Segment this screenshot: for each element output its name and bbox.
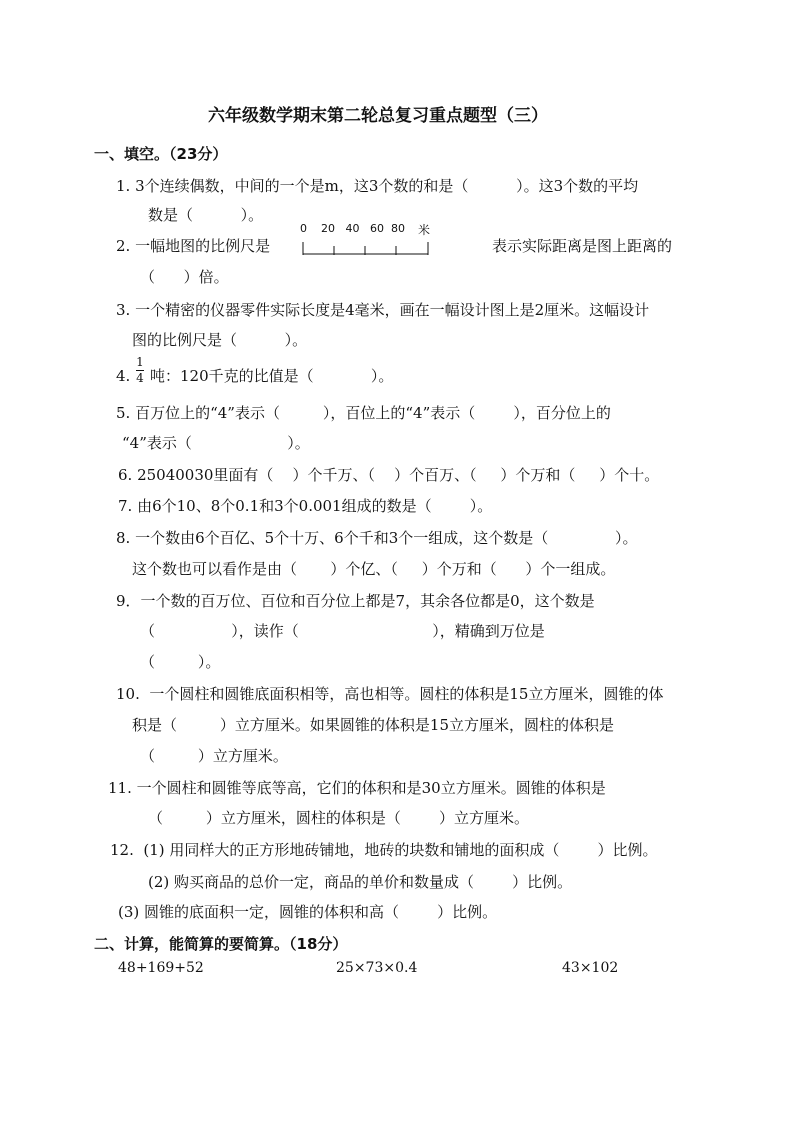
q4-line: 吨：120千克的比值是（ ）。 bbox=[150, 367, 394, 385]
scale-ruler-icon bbox=[300, 222, 440, 258]
q8-line-2: 这个数也可以看作是由（ ）个亿、（ ）个万和（ ）个一组成。 bbox=[132, 560, 616, 578]
scale-unit: 米 bbox=[418, 223, 431, 237]
q5-line-2: “4”表示（ ）。 bbox=[122, 434, 310, 452]
q1-line-2: 数是（ ）。 bbox=[148, 206, 264, 224]
fraction-denominator: 4 bbox=[136, 371, 144, 385]
q9-line-2: （ ），读作（ ），精确到万位是 bbox=[140, 622, 545, 640]
q5-line-1: 5. 百万位上的“4”表示（ ），百位上的“4”表示（ ），百分位上的 bbox=[116, 404, 611, 422]
calc-expression-3: 43×102 bbox=[562, 960, 619, 976]
calc-expression-2: 25×73×0.4 bbox=[336, 960, 418, 976]
page-title: 六年级数学期末第二轮总复习重点题型（三） bbox=[208, 106, 548, 126]
q10-line-3: （ ）立方厘米。 bbox=[140, 747, 288, 765]
fraction-numerator: 1 bbox=[136, 355, 144, 369]
q9-line-3: （ ）。 bbox=[140, 653, 221, 671]
q1-line-1: 1. 3个连续偶数，中间的一个是m，这3个数的和是（ ）。这3个数的平均 bbox=[116, 177, 639, 195]
q10-line-2: 积是（ ）立方厘米。如果圆锥的体积是15立方厘米，圆柱的体积是 bbox=[132, 716, 615, 734]
q3-line-1: 3. 一个精密的仪器零件实际长度是4毫米，画在一幅设计图上是2厘米。这幅设计 bbox=[116, 301, 650, 319]
q8-line-1: 8. 一个数由6个百亿、5个十万、6个千和3个一组成，这个数是（ ）。 bbox=[116, 529, 638, 547]
q3-line-2: 图的比例尺是（ ）。 bbox=[132, 331, 308, 349]
q4-number: 4. bbox=[116, 367, 131, 385]
q12-line-3: (3) 圆锥的底面积一定，圆锥的体积和高（ ）比例。 bbox=[118, 903, 498, 921]
q6-line: 6. 25040030里面有（ ）个千万、（ ）个百万、（ ）个万和（ ）个十。 bbox=[118, 466, 660, 484]
q11-line-1: 11. 一个圆柱和圆锥等底等高，它们的体积和是30立方厘米。圆锥的体积是 bbox=[108, 779, 606, 797]
section-1-heading: 一、填空。（23分） bbox=[94, 145, 228, 163]
map-scale-bar bbox=[300, 222, 440, 258]
scale-labels: 0 20 40 60 80 bbox=[300, 222, 405, 235]
q11-line-2: （ ）立方厘米，圆柱的体积是（ ）立方厘米。 bbox=[148, 809, 530, 827]
q10-line-1: 10. 一个圆柱和圆锥底面积相等，高也相等。圆柱的体积是15立方厘米，圆锥的体 bbox=[116, 685, 664, 703]
q7-line: 7. 由6个10、8个0.1和3个0.001组成的数是（ ）。 bbox=[118, 497, 493, 515]
q9-line-1: 9．一个数的百万位、百位和百分位上都是7，其余各位都是0，这个数是 bbox=[116, 592, 595, 610]
q4-fraction bbox=[136, 356, 144, 385]
section-2-heading: 二、计算，能简算的要简算。（18分） bbox=[94, 935, 348, 953]
calc-expression-1: 48+169+52 bbox=[118, 960, 204, 976]
q12-line-1: 12. (1) 用同样大的正方形地砖铺地，地砖的块数和铺地的面积成（ ）比例。 bbox=[110, 841, 658, 859]
q2-line-2: （ ）倍。 bbox=[140, 268, 229, 286]
q2-line-1a: 2. 一幅地图的比例尺是 bbox=[116, 237, 271, 255]
q2-line-1b: 表示实际距离是图上距离的 bbox=[492, 237, 673, 255]
q12-line-2: (2) 购买商品的总价一定，商品的单价和数量成（ ）比例。 bbox=[148, 873, 573, 891]
